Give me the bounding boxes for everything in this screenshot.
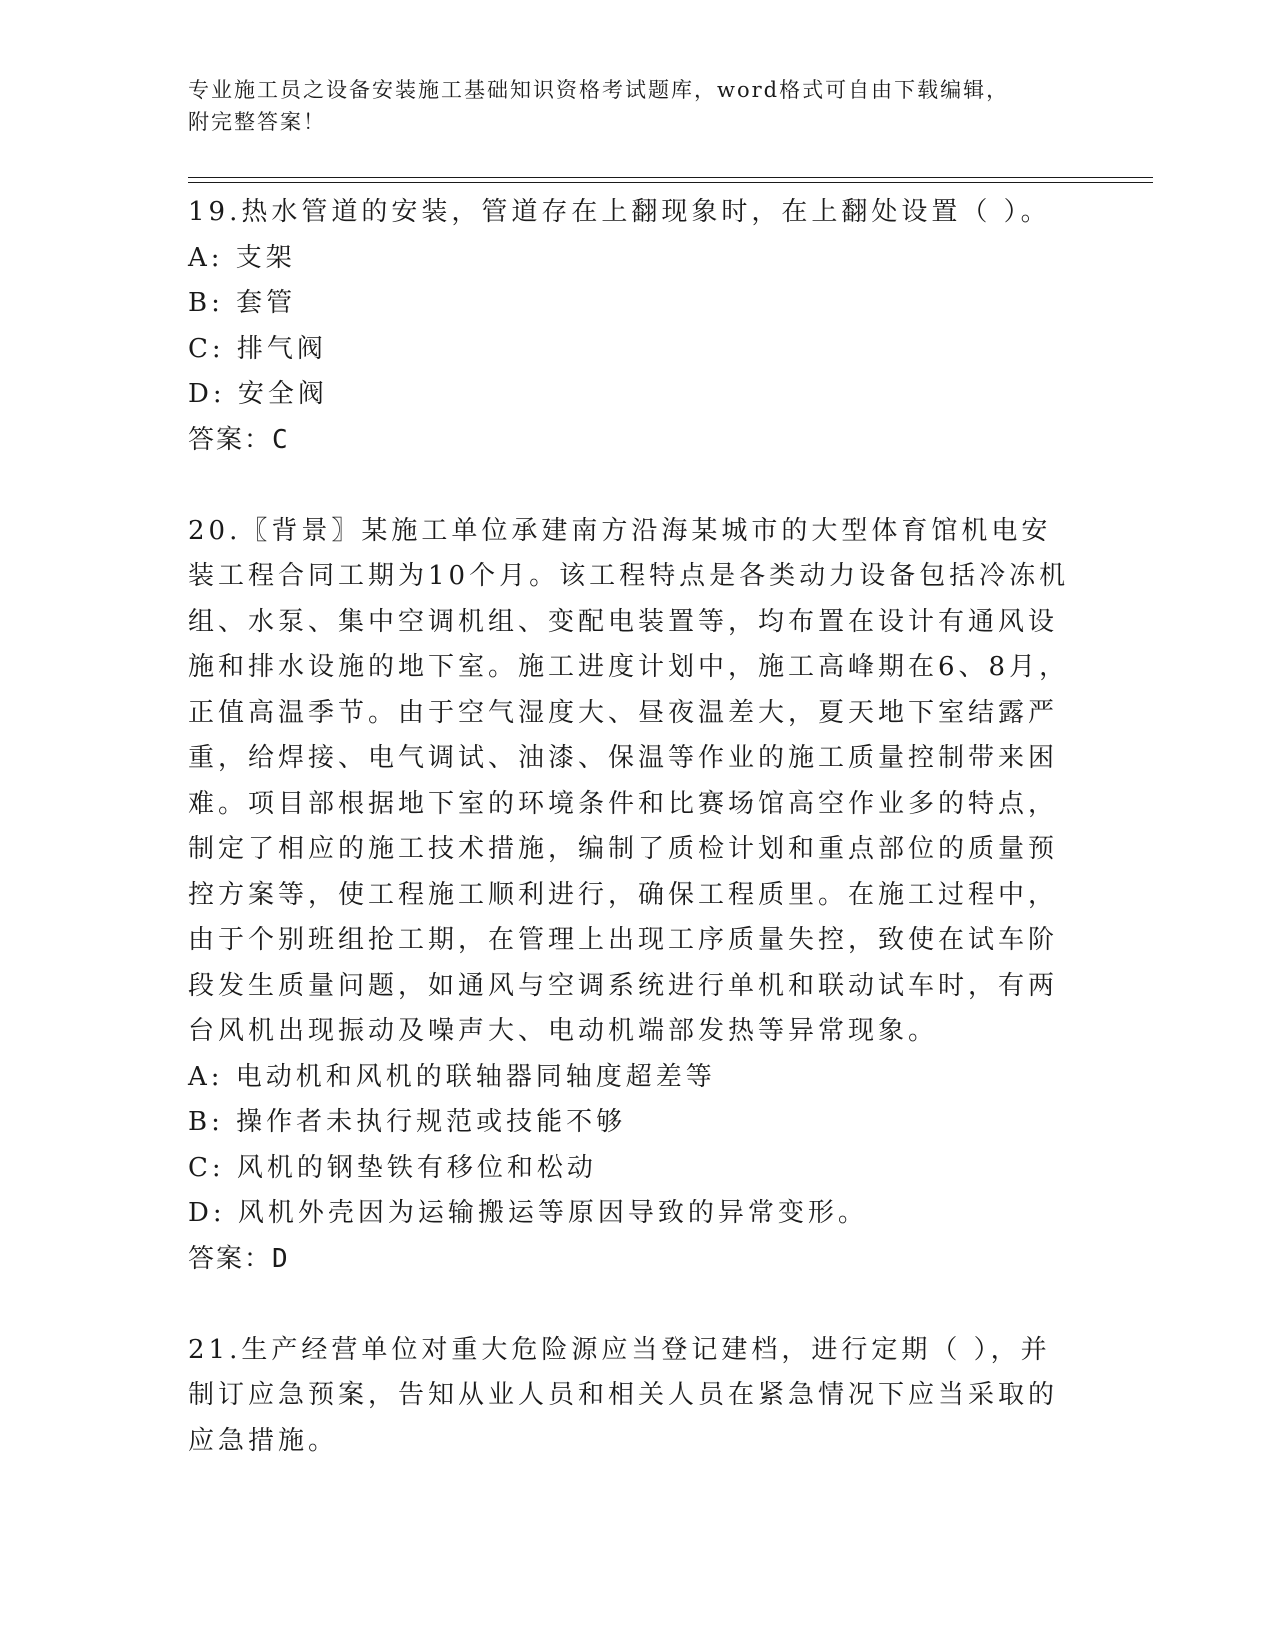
answer-line — [188, 1237, 1088, 1283]
answer-label: 答案： — [188, 424, 273, 455]
option-b: B: 套管 — [188, 288, 297, 318]
option-b: B: 操作者未执行规范或技能不够 — [188, 1107, 627, 1137]
question-stem: 21.生产经营单位对重大危险源应当登记建档，进行定期（ ），并制订应急预案，告知从业人员和相关人员在紧急情况下应当采取的应急措施。 — [188, 1334, 1059, 1456]
question-stem: 19.热水管道的安装，管道存在上翻现象时，在上翻处设置（ ）。 — [188, 197, 1051, 227]
question-spacer — [188, 1282, 1088, 1328]
question-list — [188, 190, 1088, 1464]
answer-label: 答案： — [188, 1243, 273, 1274]
header-divider-bottom — [188, 182, 1153, 183]
option-d: D: 安全阀 — [188, 379, 328, 409]
header-title-line-1: 专业施工员之设备安装施工基础知识资格考试题库，word格式可自由下载编辑， — [188, 78, 1010, 102]
answer-value: C — [272, 424, 289, 455]
option-a: A: 支架 — [188, 242, 296, 273]
option-c: C: 风机的钢垫铁有移位和松动 — [188, 1152, 597, 1183]
question-21 — [188, 1328, 1088, 1465]
header-title-line-2: 附完整答案！ — [188, 110, 326, 134]
option-c: C: 排气阀 — [188, 333, 327, 364]
question-spacer — [188, 463, 1088, 509]
option-a: A: 电动机和风机的联轴器同轴度超差等 — [188, 1061, 716, 1092]
question-19 — [188, 190, 1088, 463]
question-stem: 20.〖背景〗某施工单位承建南方沿海某城市的大型体育馆机电安装工程合同工期为10个月。该工程特点是各类动力设备包括冷冻机组、水泵、集中空调机组、变配电装置等，均布置在设计有通风设施和排水设施的地下室。施工进度计划中，施工高峰期在6、8月，正值高温季节。由于空气湿度大、昼夜温差大，夏天地下室结露严重，给焊接、电气调试、油漆、保温等作业的施工质量控制带来困难。项目部根据地下室的环境条件和比赛场馆高空作业多的特点，制定了相应的施工技术措施，编制了质检计划和重点部位的质量预控方案等，使工程施工顺利进行，确保工程质里。在施工过程中，由于个别班组抢工期，在管理上出现工序质量失控，致使在试车阶段发生质量问题，如通风与空调系统进行单机和联动试车时，有两台风机出现振动及噪声大、电动机端部发热等异常现象。 — [188, 515, 1070, 1046]
question-20 — [188, 509, 1088, 1283]
option-d: D: 风机外壳因为运输搬运等原因导致的异常变形。 — [188, 1198, 868, 1228]
answer-line — [188, 418, 1088, 464]
answer-value: D — [272, 1243, 289, 1274]
header-divider-top — [188, 177, 1153, 178]
document-header — [188, 74, 1078, 138]
